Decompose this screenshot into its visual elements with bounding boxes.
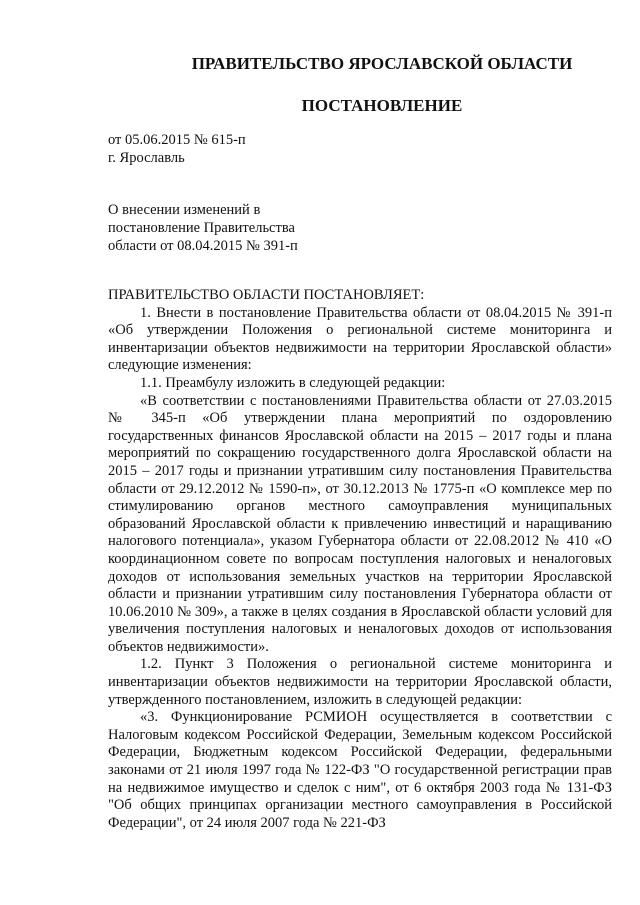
document-body (108, 287, 612, 832)
document-meta (108, 131, 246, 167)
city: г. Ярославль (108, 150, 185, 166)
document-header (108, 53, 612, 117)
body-paragraph: «В соответствии с постановлениями Правительства области от 27.03.2015 № 345-п «Об утверждении плана мероприятий по оздоровлению государственных финансов Ярославской области на 2015 – 2017 годы и плана мероприятий по сокращению государственного долга Ярославской области на 2015 – 2017 годы и признании утратившим силу постановления Правительства области от 29.12.2012 № 1590-п», от 30.12.2013 № 1775-п «О комплексе мер по стимулированию органов местного самоуправления муниципальных образований Ярославской области к привлечению инвестиций и наращиванию налогового потенциала», указом Губернатора области от 22.08.2012 № 410 «О координационном совете по вопросам поступления налоговых и неналоговых доходов от использования земельных участков на территории Ярославской области и признании утратившим силу постановления Губернатора области от 10.06.2010 № 309», а также в целях создания в Ярославской области условий для увеличения поступления налоговых и неналоговых доходов от использования объектов недвижимости». (108, 392, 612, 655)
document-subject (108, 201, 298, 255)
body-paragraph: «3. Функционирование РСМИОН осуществляется в соответствии с Налоговым кодексом Российской Федерации, Земельным кодексом Российской Федерации, Бюджетным кодексом Российской Федерации, федеральными законами от 21 июля 1997 года № 122-ФЗ "О государственной регистрации прав на недвижимое имущество и сделок с ним", от 6 октября 2003 года № 131-ФЗ "Об общих принципах организации местного самоуправления в Российской Федерации", от 24 июля 2007 года № 221-ФЗ (108, 709, 612, 831)
date-number: от 05.06.2015 № 615-п (108, 132, 246, 148)
subject-line: области от 08.04.2015 № 391-п (108, 238, 298, 254)
subject-line: постановление Правительства (108, 220, 295, 236)
document-type-title: ПОСТАНОВЛЕНИЕ (301, 96, 463, 115)
body-paragraph: 1. Внести в постановление Правительства области от 08.04.2015 № 391-п «Об утверждении Положения о региональной системе мониторинга и инвентаризации объектов недвижимости на территории Ярославской области» следующие изменения: (108, 304, 612, 374)
body-paragraph: 1.2. Пункт 3 Положения о региональной системе мониторинга и инвентаризации объектов недвижимости на территории Ярославской области, утвержденного постановлением, изложить в следующей редакции: (108, 656, 612, 708)
government-title: ПРАВИТЕЛЬСТВО ЯРОСЛАВСКОЙ ОБЛАСТИ (191, 54, 573, 73)
subject-line: О внесении изменений в (108, 202, 261, 218)
body-paragraph: 1.1. Преамбулу изложить в следующей редакции: (140, 374, 446, 391)
resolves-heading: ПРАВИТЕЛЬСТВО ОБЛАСТИ ПОСТАНОВЛЯЕТ: (108, 287, 425, 303)
